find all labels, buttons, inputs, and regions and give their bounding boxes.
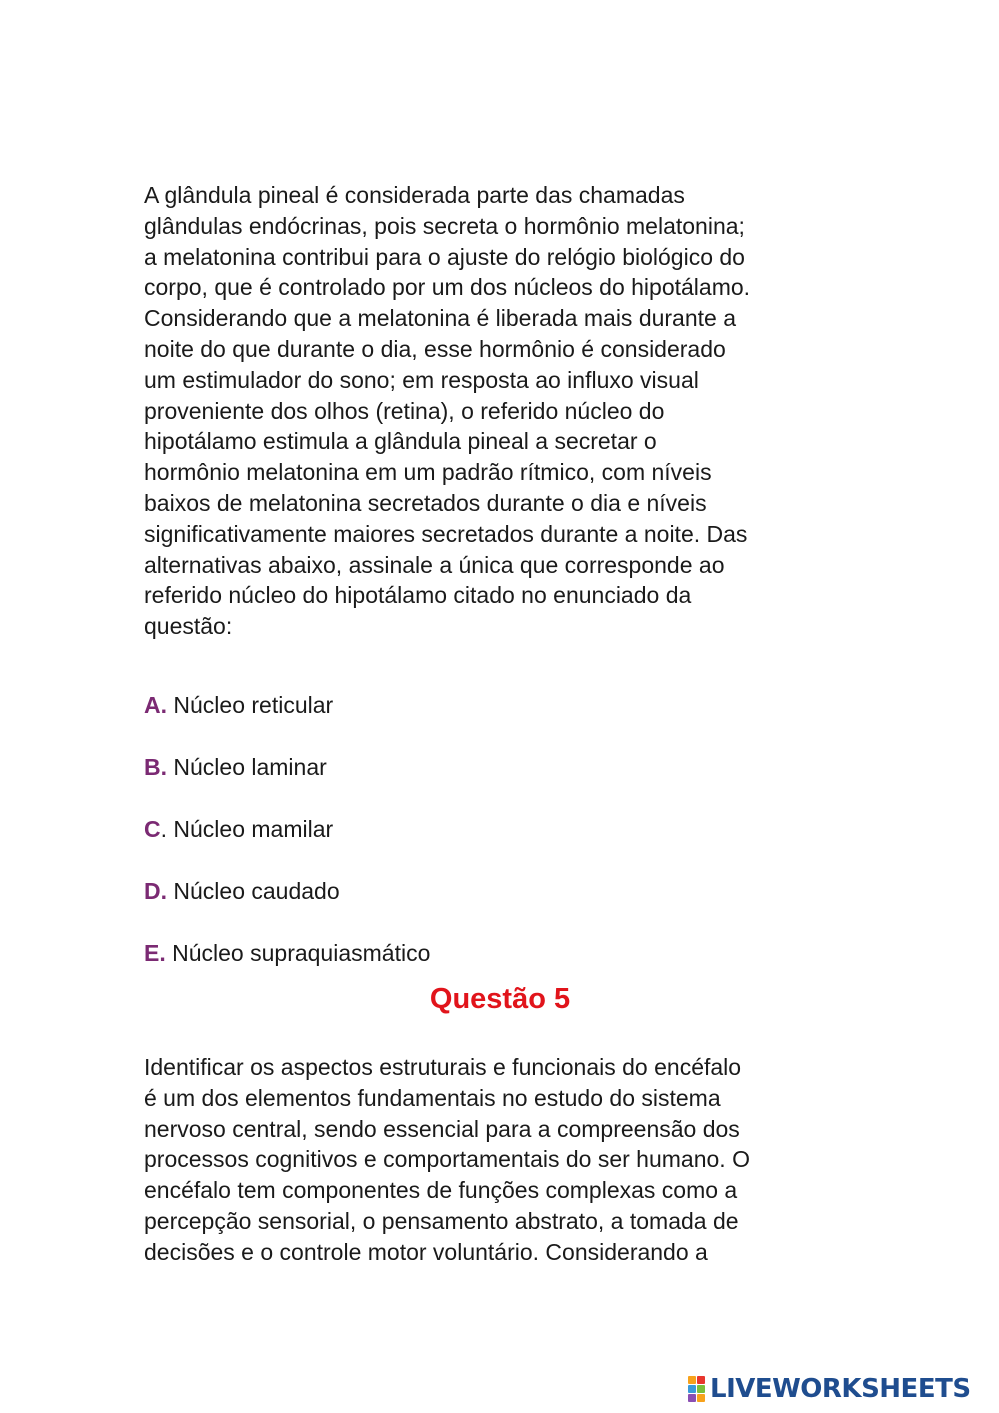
stem-line: percepção sensorial, o pensamento abstrato, a tomada de [144,1207,739,1234]
liveworksheets-logo[interactable] [688,1374,971,1404]
question-4-options [144,690,864,1000]
stem-line: proveniente dos olhos (retina), o referido núcleo do [144,397,665,424]
stem-line: é um dos elementos fundamentais no estudo do sistema [144,1084,721,1111]
stem-line: decisões e o controle motor voluntário. Considerando a [144,1238,708,1265]
option-text: . Núcleo mamilar [160,815,334,842]
stem-line: baixos de melatonina secretados durante o dia e níveis [144,489,707,516]
stem-line: referido núcleo do hipotálamo citado no enunciado da [144,582,692,609]
stem-line: corpo, que é controlado por um dos núcleos do hipotálamo. [144,274,751,301]
option-text: Núcleo caudado [167,877,340,904]
stem-line: Considerando que a melatonina é liberada mais durante a [144,305,737,332]
stem-line: a melatonina contribui para o ajuste do relógio biológico do [144,243,745,270]
question-5-title: Questão 5 [429,982,571,1015]
stem-line: hormônio melatonina em um padrão rítmico, com níveis [144,459,712,486]
stem-line: nervoso central, sendo essencial para a compreensão dos [144,1115,740,1142]
stem-line: A glândula pineal é considerada parte das chamadas [144,182,685,208]
stem-line: significativamente maiores secretados durante a noite. Das [144,520,748,547]
worksheet-page [144,180,864,1268]
stem-line: Identificar os aspectos estruturais e funcionais do encéfalo [144,1053,742,1080]
option-b [144,752,864,814]
option-d [144,876,864,938]
stem-line: processos cognitivos e comportamentais do ser humano. O [144,1146,750,1173]
option-a [144,690,864,752]
option-text: Núcleo laminar [167,753,327,780]
stem-line: um estimulador do sono; em resposta ao influxo visual [144,366,699,393]
liveworksheets-logo-icon [688,1376,706,1402]
option-letter: E. [144,939,166,966]
option-letter: B. [144,753,167,780]
stem-line: hipotálamo estimula a glândula pineal a secretar o [144,428,657,455]
option-text: Núcleo supraquiasmático [165,939,431,966]
option-c [144,814,864,876]
option-letter: C [144,815,161,842]
question-5-stem [144,1052,864,1268]
question-4-stem [144,180,864,642]
stem-line: encéfalo tem componentes de funções complexas como a [144,1177,738,1204]
option-text: Núcleo reticular [167,691,334,718]
stem-line: alternativas abaixo, assinale a única que corresponde ao [144,551,725,578]
option-letter: A. [144,691,167,718]
stem-line: glândulas endócrinas, pois secreta o hormônio melatonina; [144,212,745,239]
stem-line: noite do que durante o dia, esse hormônio é considerado [144,335,726,362]
stem-line: questão: [144,613,233,640]
option-letter: D. [144,877,167,904]
logo-text: LIVEWORKSHEETS [710,1374,971,1404]
